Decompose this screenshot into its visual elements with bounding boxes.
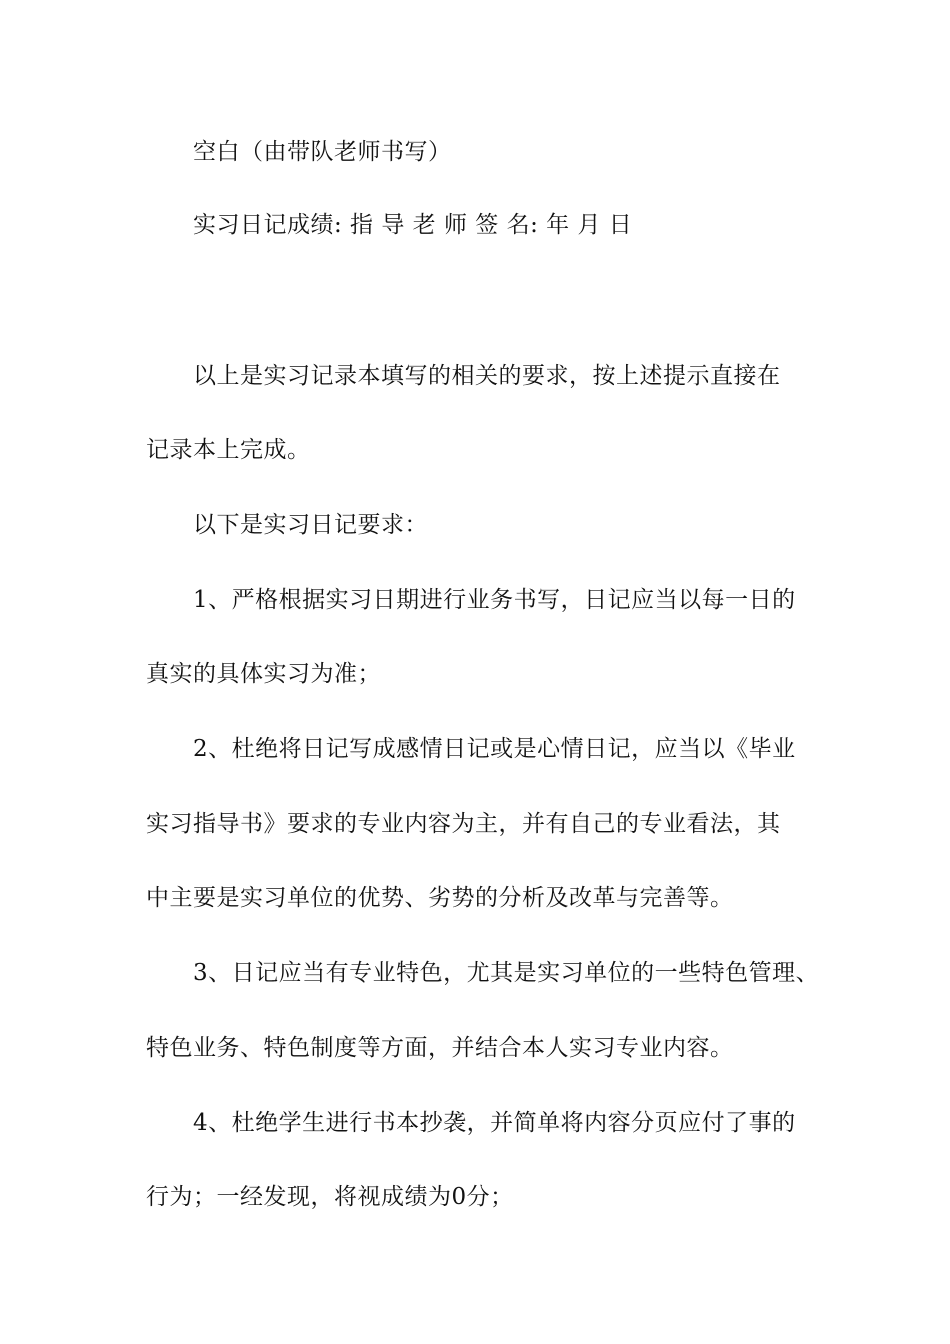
paragraph-line: 2、杜绝将日记写成感情日记或是心情日记，应当以《毕业 [193, 736, 796, 762]
paragraph-line: 中主要是实习单位的优势、劣势的分析及改革与完善等。 [146, 885, 734, 911]
paragraph-line: 3、日记应当有专业特色，尤其是实习单位的一些特色管理、 [193, 960, 820, 986]
paragraph-line: 1、严格根据实习日期进行业务书写，日记应当以每一日的 [193, 587, 796, 613]
paragraph-line: 记录本上完成。 [146, 437, 311, 463]
blank-note: 空白（由带队老师书写） [193, 139, 452, 165]
paragraph-line: 真实的具体实习为准； [146, 661, 381, 687]
paragraph-line: 特色业务、特色制度等方面，并结合本人实习专业内容。 [146, 1035, 734, 1061]
paragraph-line: 以上是实习记录本填写的相关的要求，按上述提示直接在 [193, 363, 781, 389]
paragraph-line: 行为；一经发现，将视成绩为0分； [146, 1184, 514, 1210]
paragraph-line: 以下是实习日记要求： [193, 512, 428, 538]
grade-signature-line: 实习日记成绩: 指 导 老 师 签 名: 年 月 日 [193, 212, 633, 238]
paragraph-line: 4、杜绝学生进行书本抄袭，并简单将内容分页应付了事的 [193, 1110, 796, 1136]
paragraph-line: 实习指导书》要求的专业内容为主，并有自己的专业看法，其 [146, 811, 781, 837]
